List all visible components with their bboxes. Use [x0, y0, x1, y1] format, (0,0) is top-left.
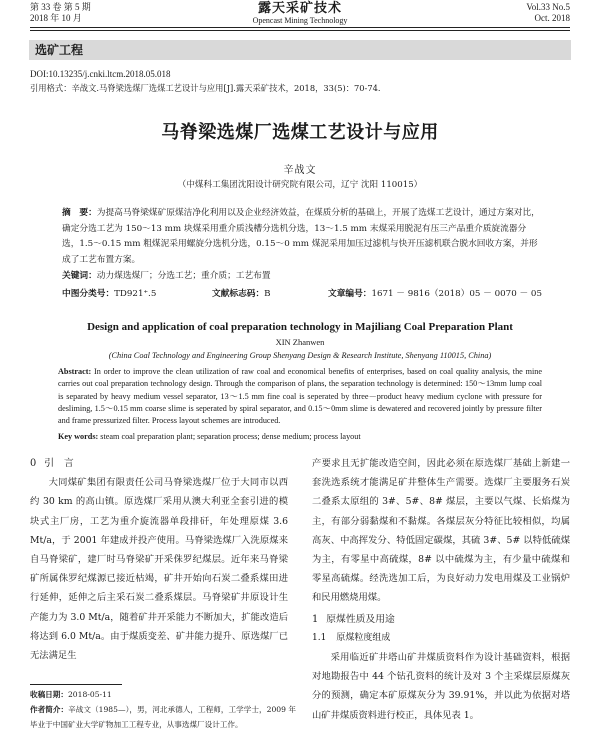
author-bio-label: 作者简介： [30, 705, 69, 714]
section-tag: 选矿工程 [29, 40, 571, 60]
citation-format: 引用格式：辛战文.马脊梁选煤厂选煤工艺设计与应用[J].露天采矿技术，2018，33(5)：70-74. [30, 83, 381, 93]
header-date-cn: 2018 年 10 月 [30, 13, 82, 23]
author: 辛战文 [283, 165, 317, 176]
english-keywords [58, 431, 542, 443]
footnote-rule [30, 684, 122, 685]
article-number [328, 287, 542, 301]
affiliation: （中煤科工集团沈阳设计研究院有限公司，辽宁 沈阳 110015） [177, 180, 423, 190]
english-abstract [58, 366, 542, 427]
header-volume-issue-en: Vol.33 No.5 [526, 2, 570, 12]
english-affiliation: (China Coal Technology and Engineering Group Shenyang Design & Research Institute, Shenyang 110015, China) [108, 351, 492, 360]
body-column-right [312, 454, 570, 725]
article-title: 马脊梁选煤厂选煤工艺设计与应用 [161, 122, 439, 143]
header-center [30, 2, 570, 26]
subsection-number: 1.1 [312, 632, 327, 643]
journal-name-cn: 露天采矿技术 [257, 1, 342, 16]
journal-name-en: Opencast Mining Technology [252, 16, 348, 25]
clc-label: 中图分类号： [62, 289, 115, 299]
section-heading-text: 引 言 [44, 458, 74, 469]
english-abstract-label: Abstract: [58, 367, 92, 376]
doc-code-value: B [264, 289, 271, 299]
section-heading-text: 原煤性质及用途 [326, 613, 395, 625]
english-title: Design and application of coal preparation technology in Majiliang Coal Preparation Plant [87, 321, 513, 333]
header-date-en: Oct. 2018 [534, 13, 570, 23]
section-heading-introduction [30, 454, 288, 473]
keywords-zh-label: 关键词： [62, 271, 97, 281]
clc-value: TD921⁺.5 [114, 289, 157, 299]
received-date [30, 687, 296, 702]
keywords-zh [62, 269, 540, 285]
running-header [30, 2, 570, 26]
english-abstract-text: In order to improve the clean utilization of raw coal and economical benefits of enterprises, based on coal quality analysis, the mine carries out coal preparation technology design. Through the comparison of plans, the separation technology is determined: 150～13mm lump coal is separated by heavy medium vessel separator, 13～1.5 mm fine coal is seperated by three－product heavy medium cyclone with pressure for desliming, 1.5～0.15 mm coarse slime is seperated by spiral separator, and 0.15～0mm slime is dewatered and recovered jointly by pressure filter and frame pressurized filter. Process layout schemes are introduced. [58, 367, 542, 426]
subsection-heading-text: 原煤粒度组成 [336, 632, 391, 643]
body-paragraph: 产要求且无扩能改造空间，因此必须在原选煤厂基础上新建一套洗选系统才能满足矿井整体生产需要。选煤厂主要服务石炭二叠系太原组的 3#、5#、8# 煤层，主要以气煤、长焰煤为主，有部分弱黏煤和不黏煤。各煤层灰分特征比较相似，均属高灰、中高挥发分、特低固定碳煤，其硫 3#、5# 以特低硫煤为主，有零星中高硫煤，8# 以中硫煤为主，有少量中硫煤和零星高硫煤。经洗选加工后，为良好动力发电用煤及工业锅炉和民用燃烧用煤。 [312, 458, 570, 604]
doc-code-label: 文献标志码： [212, 289, 265, 299]
received-date-label: 收稿日期： [30, 690, 68, 699]
english-keywords-text: steam coal preparation plant; separation process; dense medium; process layout [98, 432, 361, 441]
section-number: 0 [30, 458, 37, 469]
received-date-value: 2018-05-11 [67, 690, 112, 699]
section-heading-coal-properties [312, 610, 570, 629]
footnote [30, 687, 296, 732]
document-code [212, 287, 271, 301]
abstract-zh-label: 摘 要： [62, 208, 97, 218]
body-paragraph: 大同煤矿集团有限责任公司马脊梁选煤厂位于大同市以西约 30 km 的高山镇。原选煤厂采用从澳大利亚全套引进的模块式主厂房，工艺为重介旋流器单段排矸，年处理原煤 3.6 Mt/a，于 2001 年建成并投产使用。马脊梁选煤厂入洗原煤来自马脊梁矿，建厂时马脊梁矿开采侏罗纪煤层。近年来马脊梁矿所属侏罗纪煤源已接近枯竭，矿井开始向石炭二叠系煤田进行延伸，延伸之后主采石炭二叠系煤层。马脊梁矿井原设计生产能力为 3.0 Mt/a，随着矿井开采能力不断加大，扩能改造后将达到 6.0 Mt/a。由于煤质变差、矿井能力提升、原选煤厂已无法满足生 [30, 477, 288, 662]
abstract-zh-text: 为提高马脊梁煤矿原煤洁净化利用以及企业经济效益，在煤质分析的基础上，开展了选煤工艺设计，通过方案对比，确定分选工艺为 150～13 mm 块煤采用重介质浅槽分选机分选，13～1.5 mm 末煤采用脱泥有压三产品重介质旋流器分选，1.5～0.15 mm 粗煤泥采用螺旋分选机分选，0.15～0 mm 煤泥采用加压过滤机与快开压滤机联合脱水回收方案，并形成了工艺布置方案。 [62, 208, 540, 265]
keywords-zh-text: 动力煤选煤厂；分选工艺；重介质；工艺布置 [96, 271, 271, 281]
english-keywords-label: Key words: [58, 432, 99, 441]
header-volume-issue-cn: 第 33 卷 第 5 期 [30, 2, 91, 12]
english-author: XIN Zhanwen [275, 337, 325, 347]
section-number: 1 [312, 613, 319, 625]
header-right [526, 2, 570, 24]
body-paragraph: 采用临近矿井塔山矿井煤质资料作为设计基础资料，根据对地勘报告中 44 个钻孔资料的统计及对 3 个主采煤层原煤灰分的预测，确定本矿原煤灰分为 39.91%，并以此为依据对塔山矿井煤质资料进行校正，具体见表 1。 [312, 652, 570, 721]
header-rule-thin [30, 30, 570, 31]
header-rule-thick [30, 27, 570, 28]
author-bio [30, 702, 296, 732]
clc-number [62, 287, 156, 301]
article-number-value: 1671 － 9816（2018）05 － 0070 － 05 [371, 289, 542, 299]
author-bio-value: 辛战文（1985—），男，河北承德人，工程师，工学学士，2009 年毕业于中国矿业大学矿物加工工程专业，从事选煤厂设计工作。 [30, 705, 296, 729]
doi[interactable]: DOI:10.13235/j.cnki.ltcm.2018.05.018 [30, 69, 171, 79]
article-number-label: 文章编号： [328, 289, 372, 299]
abstract-zh [62, 206, 540, 268]
subsection-heading-size-composition [312, 629, 570, 648]
body-column-left [30, 454, 288, 665]
